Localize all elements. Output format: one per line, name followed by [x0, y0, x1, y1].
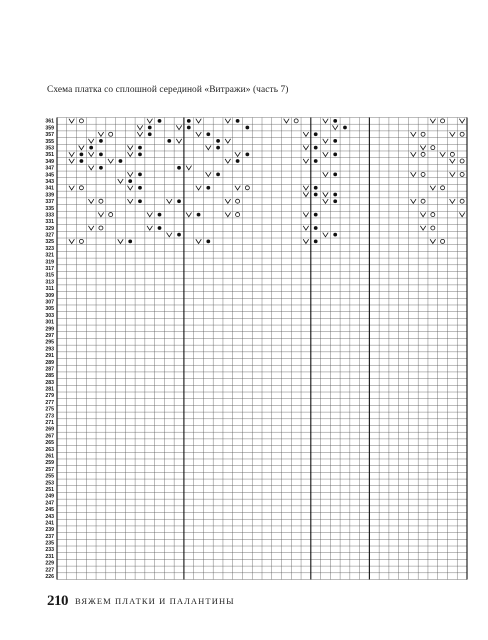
- bobble-symbol: [216, 146, 220, 150]
- decrease-symbol: [450, 159, 455, 163]
- bobble-symbol: [206, 239, 210, 243]
- bobble-symbol: [314, 159, 318, 163]
- decrease-symbol: [303, 145, 308, 149]
- row-label: 291: [45, 353, 54, 360]
- decrease-symbol: [323, 152, 328, 156]
- decrease-symbol: [206, 172, 211, 176]
- yarn-over-symbol: [431, 226, 435, 230]
- bobble-symbol: [177, 166, 181, 170]
- bobble-symbol: [128, 239, 132, 243]
- row-label: 235: [45, 540, 54, 547]
- decrease-symbol: [118, 179, 123, 183]
- bobble-symbol: [187, 119, 191, 123]
- bobble-symbol: [138, 152, 142, 156]
- decrease-symbol: [196, 186, 201, 190]
- decrease-symbol: [303, 186, 308, 190]
- decrease-symbol: [430, 186, 435, 190]
- yarn-over-symbol: [99, 226, 103, 230]
- decrease-symbol: [79, 145, 84, 149]
- decrease-symbol: [127, 145, 132, 149]
- bobble-symbol: [216, 139, 220, 143]
- bobble-symbol: [177, 199, 181, 203]
- decrease-symbol: [323, 192, 328, 196]
- decrease-symbol: [88, 226, 93, 230]
- bobble-symbol: [119, 159, 123, 163]
- yarn-over-symbol: [79, 186, 83, 190]
- decrease-symbol: [303, 159, 308, 163]
- row-label: 289: [45, 359, 54, 366]
- decrease-symbol: [303, 226, 308, 230]
- yarn-over-symbol: [441, 119, 445, 123]
- bobble-symbol: [314, 132, 318, 136]
- row-label: 293: [45, 346, 54, 353]
- row-label: 277: [45, 399, 54, 406]
- decrease-symbol: [196, 239, 201, 243]
- row-label: 245: [45, 507, 54, 514]
- row-label: 311: [45, 286, 54, 293]
- yarn-over-symbol: [79, 119, 83, 123]
- decrease-symbol: [88, 166, 93, 170]
- bobble-symbol: [236, 159, 240, 163]
- row-label: 315: [45, 272, 54, 279]
- bobble-symbol: [314, 226, 318, 230]
- row-label: 227: [45, 567, 54, 574]
- decrease-symbol: [459, 212, 464, 216]
- bobble-symbol: [138, 186, 142, 190]
- row-label: 345: [45, 172, 54, 179]
- bobble-symbol: [138, 146, 142, 150]
- row-label: 243: [45, 513, 54, 520]
- bobble-symbol: [314, 146, 318, 150]
- decrease-symbol: [323, 119, 328, 123]
- row-label: 267: [45, 433, 54, 440]
- decrease-symbol: [118, 239, 123, 243]
- decrease-symbol: [127, 152, 132, 156]
- decrease-symbol: [303, 192, 308, 196]
- row-label: 297: [45, 332, 54, 339]
- yarn-over-symbol: [79, 239, 83, 243]
- bobble-symbol: [167, 139, 171, 143]
- knitting-chart-svg: [33, 117, 468, 580]
- decrease-symbol: [430, 239, 435, 243]
- yarn-over-symbol: [99, 199, 103, 203]
- decrease-symbol: [323, 172, 328, 176]
- yarn-over-symbol: [421, 132, 425, 136]
- decrease-symbol: [88, 139, 93, 143]
- decrease-symbol: [303, 212, 308, 216]
- bobble-symbol: [99, 152, 103, 156]
- row-label: 321: [45, 252, 54, 259]
- row-label: 295: [45, 339, 54, 346]
- decrease-symbol: [196, 132, 201, 136]
- row-label: 257: [45, 466, 54, 473]
- yarn-over-symbol: [421, 152, 425, 156]
- decrease-symbol: [225, 199, 230, 203]
- row-label: 343: [45, 178, 54, 185]
- decrease-symbol: [88, 152, 93, 156]
- bobble-symbol: [99, 166, 103, 170]
- row-label: 281: [45, 386, 54, 393]
- decrease-symbol: [127, 186, 132, 190]
- decrease-symbol: [323, 199, 328, 203]
- row-label: 361: [45, 118, 54, 125]
- page-number: 210: [47, 593, 68, 609]
- row-label: 301: [45, 319, 54, 326]
- decrease-symbol: [420, 145, 425, 149]
- decrease-symbol: [411, 132, 416, 136]
- decrease-symbol: [69, 159, 74, 163]
- row-label: 233: [45, 547, 54, 554]
- yarn-over-symbol: [109, 132, 113, 136]
- decrease-symbol: [450, 199, 455, 203]
- row-label: 273: [45, 413, 54, 420]
- row-label: 249: [45, 493, 54, 500]
- decrease-symbol: [186, 212, 191, 216]
- bobble-symbol: [197, 213, 201, 217]
- bobble-symbol: [245, 152, 249, 156]
- row-label: 239: [45, 527, 54, 534]
- yarn-over-symbol: [236, 199, 240, 203]
- bobble-symbol: [314, 239, 318, 243]
- decrease-symbol: [440, 152, 445, 156]
- bobble-symbol: [333, 173, 337, 177]
- decrease-symbol: [225, 212, 230, 216]
- decrease-symbol: [225, 139, 230, 143]
- bobble-symbol: [333, 119, 337, 123]
- row-label: 226: [45, 574, 54, 580]
- row-label: 319: [45, 259, 54, 266]
- bobble-symbol: [236, 119, 240, 123]
- bobble-symbol: [128, 179, 132, 183]
- row-label: 337: [45, 199, 54, 206]
- row-label: 259: [45, 460, 54, 467]
- row-label: 323: [45, 245, 54, 252]
- row-label: 313: [45, 279, 54, 286]
- decrease-symbol: [176, 139, 181, 143]
- row-label: 327: [45, 232, 54, 239]
- decrease-symbol: [69, 119, 74, 123]
- yarn-over-symbol: [460, 159, 464, 163]
- row-label: 285: [45, 373, 54, 380]
- bobble-symbol: [138, 173, 142, 177]
- decrease-symbol: [303, 239, 308, 243]
- decrease-symbol: [186, 166, 191, 170]
- yarn-over-symbol: [460, 199, 464, 203]
- decrease-symbol: [450, 172, 455, 176]
- row-label: 265: [45, 440, 54, 447]
- bobble-symbol: [343, 126, 347, 130]
- row-label: 325: [45, 239, 54, 246]
- decrease-symbol: [459, 119, 464, 123]
- decrease-symbol: [225, 119, 230, 123]
- decrease-symbol: [176, 125, 181, 129]
- bobble-symbol: [158, 226, 162, 230]
- bobble-symbol: [333, 233, 337, 237]
- row-label: 333: [45, 212, 54, 219]
- decrease-symbol: [284, 119, 289, 123]
- yarn-over-symbol: [109, 213, 113, 217]
- decrease-symbol: [137, 125, 142, 129]
- decrease-symbol: [69, 186, 74, 190]
- bobble-symbol: [333, 199, 337, 203]
- row-label: 341: [45, 185, 54, 192]
- row-label: 299: [45, 326, 54, 333]
- decrease-symbol: [411, 152, 416, 156]
- bobble-symbol: [314, 213, 318, 217]
- bobble-symbol: [138, 199, 142, 203]
- decrease-symbol: [98, 132, 103, 136]
- row-label: 269: [45, 426, 54, 433]
- row-label: 247: [45, 500, 54, 507]
- decrease-symbol: [235, 186, 240, 190]
- decrease-symbol: [147, 226, 152, 230]
- decrease-symbol: [235, 152, 240, 156]
- decrease-symbol: [323, 139, 328, 143]
- decrease-symbol: [196, 119, 201, 123]
- row-label: 261: [45, 453, 54, 460]
- row-label: 359: [45, 125, 54, 132]
- decrease-symbol: [206, 145, 211, 149]
- row-label: 339: [45, 192, 54, 199]
- bobble-symbol: [80, 152, 84, 156]
- decrease-symbol: [411, 172, 416, 176]
- yarn-over-symbol: [421, 172, 425, 176]
- bobble-symbol: [177, 233, 181, 237]
- row-label: 263: [45, 446, 54, 453]
- row-label: 283: [45, 379, 54, 386]
- row-label: 349: [45, 158, 54, 165]
- yarn-over-symbol: [245, 186, 249, 190]
- yarn-over-symbol: [441, 186, 445, 190]
- decrease-symbol: [332, 125, 337, 129]
- decrease-symbol: [69, 239, 74, 243]
- row-label: 307: [45, 299, 54, 306]
- row-label: 271: [45, 420, 54, 427]
- bobble-symbol: [158, 119, 162, 123]
- knitting-chart: [33, 117, 468, 580]
- decrease-symbol: [303, 132, 308, 136]
- row-label: 331: [45, 219, 54, 226]
- row-label: 251: [45, 486, 54, 493]
- decrease-symbol: [127, 199, 132, 203]
- bobble-symbol: [99, 139, 103, 143]
- decrease-symbol: [411, 199, 416, 203]
- decrease-symbol: [147, 212, 152, 216]
- row-label: 329: [45, 225, 54, 232]
- row-label: 255: [45, 473, 54, 480]
- yarn-over-symbol: [450, 152, 454, 156]
- bobble-symbol: [314, 193, 318, 197]
- row-label: 351: [45, 152, 54, 159]
- bobble-symbol: [206, 132, 210, 136]
- yarn-over-symbol: [460, 132, 464, 136]
- row-label: 253: [45, 480, 54, 487]
- bobble-symbol: [216, 173, 220, 177]
- decrease-symbol: [420, 212, 425, 216]
- yarn-over-symbol: [294, 119, 298, 123]
- row-label: 347: [45, 165, 54, 172]
- bobble-symbol: [314, 186, 318, 190]
- running-title: ВЯЖЕМ ПЛАТКИ И ПАЛАНТИНЫ: [75, 596, 235, 606]
- row-label: 305: [45, 306, 54, 313]
- bobble-symbol: [80, 159, 84, 163]
- row-label: 229: [45, 560, 54, 567]
- bobble-symbol: [148, 126, 152, 130]
- decrease-symbol: [167, 199, 172, 203]
- bobble-symbol: [333, 139, 337, 143]
- yarn-over-symbol: [431, 213, 435, 217]
- decrease-symbol: [450, 132, 455, 136]
- row-label: 241: [45, 520, 54, 527]
- decrease-symbol: [225, 159, 230, 163]
- row-label: 303: [45, 312, 54, 319]
- yarn-over-symbol: [431, 146, 435, 150]
- bobble-symbol: [158, 213, 162, 217]
- row-label: 237: [45, 533, 54, 540]
- bobble-symbol: [187, 126, 191, 130]
- yarn-over-symbol: [236, 213, 240, 217]
- decrease-symbol: [430, 119, 435, 123]
- row-label: 309: [45, 292, 54, 299]
- chart-caption: Схема платка со сплошной серединой «Витражи» (часть 7): [47, 85, 289, 95]
- yarn-over-symbol: [421, 199, 425, 203]
- decrease-symbol: [108, 159, 113, 163]
- row-label: 231: [45, 553, 54, 560]
- yarn-over-symbol: [441, 239, 445, 243]
- decrease-symbol: [147, 119, 152, 123]
- bobble-symbol: [245, 126, 249, 130]
- decrease-symbol: [137, 132, 142, 136]
- decrease-symbol: [323, 233, 328, 237]
- bobble-symbol: [333, 152, 337, 156]
- decrease-symbol: [98, 212, 103, 216]
- decrease-symbol: [167, 233, 172, 237]
- bobble-symbol: [333, 193, 337, 197]
- row-label: 335: [45, 205, 54, 212]
- decrease-symbol: [88, 199, 93, 203]
- decrease-symbol: [69, 152, 74, 156]
- row-label: 279: [45, 393, 54, 400]
- row-label: 355: [45, 138, 54, 145]
- row-label: 275: [45, 406, 54, 413]
- decrease-symbol: [127, 172, 132, 176]
- row-label: 317: [45, 266, 54, 273]
- bobble-symbol: [148, 132, 152, 136]
- row-label: 357: [45, 132, 54, 139]
- decrease-symbol: [420, 226, 425, 230]
- row-label: 287: [45, 366, 54, 373]
- bobble-symbol: [89, 146, 93, 150]
- bobble-symbol: [206, 186, 210, 190]
- row-label: 353: [45, 145, 54, 152]
- yarn-over-symbol: [460, 172, 464, 176]
